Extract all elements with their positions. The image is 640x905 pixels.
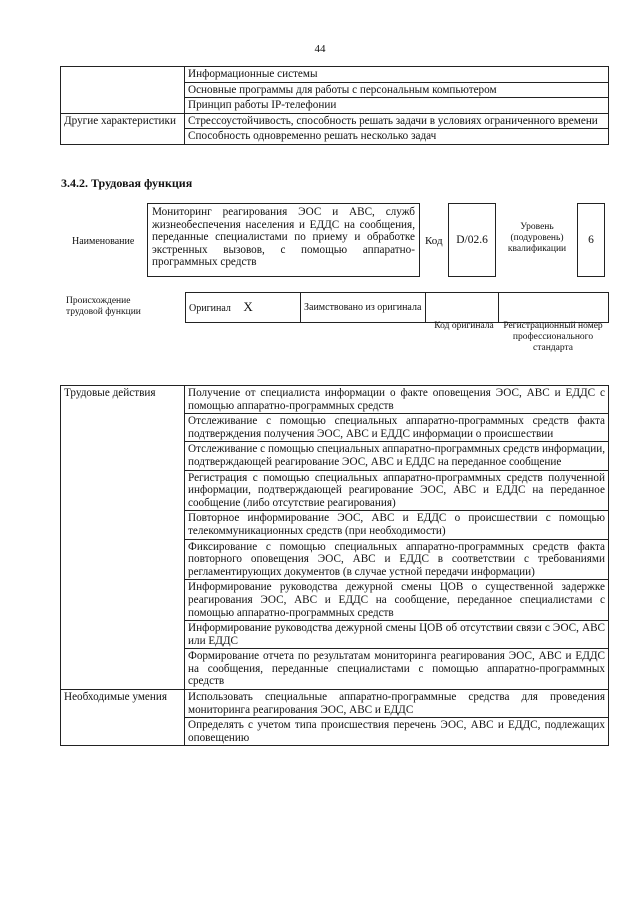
skill-item: Определять с учетом типа происшествия перечень ЭОС, АВС и ЕДДС, подлежащих оповещению bbox=[185, 718, 609, 746]
table-row bbox=[61, 386, 609, 414]
table-row bbox=[61, 690, 609, 718]
origin-label: Происхождение трудовой функции bbox=[66, 296, 141, 317]
labor-action-item: Отслеживание с помощью специальных аппаратно-программных средств факта подтверждения получения ЭОС, АВС и ЕДДС информации о происшествии bbox=[185, 414, 609, 442]
other-characteristic-item: Стрессоустойчивость, способность решать задачи в условиях ограниченного времени bbox=[185, 113, 609, 129]
labor-actions-label: Трудовые действия bbox=[61, 386, 185, 690]
knowledge-table bbox=[60, 66, 609, 145]
code-original-caption: Код оригинала bbox=[434, 321, 494, 331]
function-name-box: Мониторинг реагирования ЭОС и АВС, служб жизнеобеспечения населения и ЕДДС на сообщения, переданные специалистами по приему и обработке экстренных вызовов, с помощью аппаратно-программных средств bbox=[147, 203, 420, 277]
labor-action-item: Информирование руководства дежурной смены ЦОВ о существенной задержке реагирования ЭОС, АВС и ЕДДС на сообщение, переданное специалистами с помощью аппаратно-программных средств bbox=[185, 580, 609, 621]
reg-number-caption: Регистрационный номер профессионального стандарта bbox=[503, 321, 603, 353]
original-label: Оригинал bbox=[189, 303, 231, 314]
function-code-box: D/02.6 bbox=[448, 203, 496, 277]
labor-action-item: Получение от специалиста информации о факте оповещения ЭОС, АВС и ЕДДС с помощью аппаратно-программных средств bbox=[185, 386, 609, 414]
name-label: Наименование bbox=[72, 236, 135, 247]
skills-label: Необходимые умения bbox=[61, 690, 185, 746]
knowledge-label-cell bbox=[61, 67, 185, 114]
origin-table bbox=[185, 292, 609, 323]
knowledge-item: Основные программы для работы с персональным компьютером bbox=[185, 82, 609, 98]
other-characteristics-label: Другие характеристики bbox=[61, 113, 185, 144]
knowledge-item: Принцип работы IP-телефонии bbox=[185, 98, 609, 114]
table-row bbox=[61, 113, 609, 129]
borrowed-cell: Заимствовано из оригинала bbox=[301, 293, 426, 323]
knowledge-item: Информационные системы bbox=[185, 67, 609, 83]
page-number: 44 bbox=[314, 43, 326, 55]
labor-action-item: Формирование отчета по результатам мониторинга реагирования ЭОС, АВС и ЕДДС на сообщения, переданные специалистами с помощью аппаратно-программных средств bbox=[185, 649, 609, 690]
reg-number-cell bbox=[499, 293, 609, 323]
labor-action-item: Регистрация с помощью специальных аппаратно-программных средств полученной информации, подтверждающей реагирование ЭОС, АВС и ЕДДС на переданное сообщение (либо отсутствие реагирования) bbox=[185, 470, 609, 511]
code-label: Код bbox=[425, 235, 443, 247]
original-mark: X bbox=[243, 299, 253, 314]
labor-action-item: Отслеживание с помощью специальных аппаратно-программных средств информации, подтверждающей реагирование ЭОС, АВС и ЕДДС на переданное сообщение bbox=[185, 442, 609, 470]
labor-action-item: Повторное информирование ЭОС, АВС и ЕДДС о происшествии с помощью телекоммуникационных средств (при необходимости) bbox=[185, 511, 609, 539]
table-row bbox=[186, 293, 609, 323]
section-title: 3.4.2. Трудовая функция bbox=[61, 176, 193, 190]
labor-action-item: Фиксирование с помощью специальных аппаратно-программных средств факта повторного оповещения ЭОС, АВС и ЕДДС в соответствии с требованиями регламентирующих документов (в случае устной передачи информации) bbox=[185, 539, 609, 580]
table-row bbox=[61, 67, 609, 83]
labor-action-item: Информирование руководства дежурной смены ЦОВ об отсутствии связи с ЭОС, АВС или ЕДДС bbox=[185, 621, 609, 649]
level-label: Уровень (подуровень) квалификации bbox=[507, 222, 567, 254]
original-cell bbox=[186, 293, 301, 323]
other-characteristic-item: Способность одновременно решать несколько задач bbox=[185, 129, 609, 145]
actions-table bbox=[60, 385, 609, 746]
skill-item: Использовать специальные аппаратно-программные средства для проведения мониторинга реагирования ЭОС, АВС и ЕДДС bbox=[185, 690, 609, 718]
level-value-box: 6 bbox=[577, 203, 605, 277]
origin-code-cell bbox=[426, 293, 499, 323]
